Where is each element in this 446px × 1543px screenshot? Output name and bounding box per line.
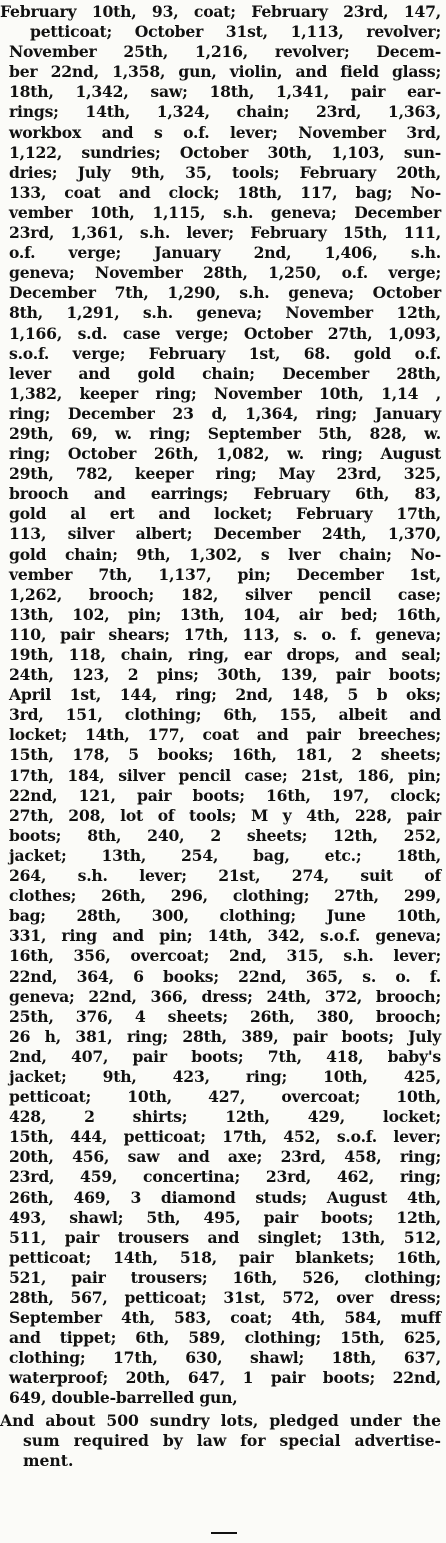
listing-line: November 25th, 1,216, revolver; Decem- — [9, 42, 441, 62]
listing-line: 1,382, keeper ring; November 10th, 1,14 , — [9, 383, 441, 403]
listing-line: locket; 14th, 177, coat and pair breeches; — [9, 725, 441, 745]
listing-line: 29th, 69, w. ring; September 5th, 828, w. — [9, 423, 441, 443]
listing-line: 25th, 376, 4 sheets; 26th, 380, brooch; — [9, 1006, 441, 1026]
listing-line: gold chain; 9th, 1,302, s lver chain; No- — [9, 544, 441, 564]
listing-line: 133, coat and clock; 18th, 117, bag; No- — [9, 182, 441, 202]
listing-line: petticoat; 14th, 518, pair blankets; 16th, — [9, 1247, 441, 1267]
listing-line: waterproof; 20th, 647, 1 pair boots; 22nd, — [9, 1368, 441, 1388]
listing-line: 1,166, s.d. case verge; October 27th, 1,093, — [9, 323, 441, 343]
listing-line: ber 22nd, 1,358, gun, violin, and field glass; — [9, 62, 441, 82]
listing-line: 331, ring and pin; 14th, 342, s.o.f. geneva; — [9, 926, 441, 946]
listing-line: 29th, 782, keeper ring; May 23rd, 325, — [9, 464, 441, 484]
listing-line: gold al ert and locket; February 17th, — [9, 504, 441, 524]
listing-line: workbox and s o.f. lever; November 3rd, — [9, 122, 441, 142]
listing-line: 22nd, 121, pair boots; 16th, 197, clock; — [9, 785, 441, 805]
listing-line: 13th, 102, pin; 13th, 104, air bed; 16th, — [9, 604, 441, 624]
listing-line: 23rd, 459, concertina; 23rd, 462, ring; — [9, 1167, 441, 1187]
listing-line: o.f. verge; January 2nd, 1,406, s.h. — [9, 243, 441, 263]
listing-line: December 7th, 1,290, s.h. geneva; October — [9, 283, 441, 303]
listing-line: 23rd, 1,361, s.h. lever; February 15th, 111, — [9, 223, 441, 243]
listing-line: 24th, 123, 2 pins; 30th, 139, pair boots; — [9, 665, 441, 685]
listing-line: February 10th, 93, coat; February 23rd, 147, — [0, 2, 441, 21]
listing-line: 113, silver albert; December 24th, 1,370, — [9, 524, 441, 544]
listing-line: 16th, 356, overcoat; 2nd, 315, s.h. lever; — [9, 946, 441, 966]
listing-line: vember 10th, 1,115, s.h. geneva; December — [9, 202, 441, 222]
listing-line: 3rd, 151, clothing; 6th, 155, albeit and — [9, 705, 441, 725]
listing-line: and tippet; 6th, 589, clothing; 15th, 625, — [9, 1328, 441, 1348]
listing-line: 27th, 208, lot of tools; M y 4th, 228, pair — [9, 805, 441, 825]
listing-line: 19th, 118, chain, ring, ear drops, and seal; — [9, 645, 441, 664]
listing-line: 264, s.h. lever; 21st, 274, suit of — [9, 866, 441, 886]
listing-line: 110, pair shears; 17th, 113, s. o. f. geneva; — [9, 624, 441, 644]
listing-line: 15th, 444, petticoat; 17th, 452, s.o.f. lever; — [9, 1127, 441, 1147]
listing-line: 18th, 1,342, saw; 18th, 1,341, pair ear- — [9, 82, 441, 102]
listing-line: clothes; 26th, 296, clothing; 27th, 299, — [9, 886, 441, 906]
listing-line: 511, pair trousers and singlet; 13th, 512, — [9, 1227, 441, 1247]
listing-line: vember 7th, 1,137, pin; December 1st, — [9, 564, 441, 584]
listing-line: dries; July 9th, 35, tools; February 20th, — [9, 162, 441, 182]
listing-line: jacket; 9th, 423, ring; 10th, 425, — [9, 1066, 441, 1086]
footer-line: ment. — [23, 1451, 74, 1471]
listing-line: 1,122, sundries; October 30th, 1,103, sun- — [9, 142, 441, 162]
listing-line: geneva; 22nd, 366, dress; 24th, 372, brooch; — [9, 986, 441, 1006]
listing-line: 493, shawl; 5th, 495, pair boots; 12th, — [9, 1207, 441, 1227]
listing-line: petticoat; 10th, 427, overcoat; 10th, — [9, 1087, 441, 1107]
pawned-items-listing — [0, 2, 441, 1409]
listing-line: boots; 8th, 240, 2 sheets; 12th, 252, — [9, 825, 441, 845]
listing-line: 1,262, brooch; 182, silver pencil case; — [9, 584, 441, 604]
listing-line: clothing; 17th, 630, shawl; 18th, 637, — [9, 1348, 441, 1368]
listing-line: bag; 28th, 300, clothing; June 10th, — [9, 906, 441, 926]
listing-line: 20th, 456, saw and axe; 23rd, 458, ring; — [9, 1147, 441, 1167]
column-end-rule — [211, 1532, 237, 1534]
listing-line: petticoat; October 31st, 1,113, revolver; — [30, 22, 441, 42]
listing-line: 521, pair trousers; 16th, 526, clothing; — [9, 1267, 441, 1287]
listing-line: 428, 2 shirts; 12th, 429, locket; — [9, 1107, 441, 1127]
listing-line: ring; October 26th, 1,082, w. ring; August — [9, 444, 441, 464]
listing-line: 26th, 469, 3 diamond studs; August 4th, — [9, 1187, 441, 1207]
listing-line: 649, double-barrelled gun, — [9, 1388, 238, 1408]
listing-line: 17th, 184, silver pencil case; 21st, 186, pin; — [9, 765, 441, 785]
listing-line: jacket; 13th, 254, bag, etc.; 18th, — [9, 845, 441, 865]
listing-line: ring; December 23 d, 1,364, ring; January — [9, 403, 441, 423]
listing-line: 2nd, 407, pair boots; 7th, 418, baby's — [9, 1046, 441, 1066]
listing-line: 8th, 1,291, s.h. geneva; November 12th, — [9, 303, 441, 323]
footer-line: sum required by law for special advertise- — [23, 1431, 441, 1451]
sundry-lots-note — [0, 1411, 441, 1471]
listing-line: geneva; November 28th, 1,250, o.f. verge; — [9, 263, 441, 283]
listing-line: brooch and earrings; February 6th, 83, — [9, 484, 441, 504]
footer-line: And about 500 sundry lots, pledged under the — [0, 1411, 441, 1430]
listing-line: September 4th, 583, coat; 4th, 584, muff — [9, 1308, 441, 1328]
listing-line: 28th, 567, petticoat; 31st, 572, over dress; — [9, 1288, 441, 1307]
listing-line: 26 h, 381, ring; 28th, 389, pair boots; July — [9, 1026, 441, 1046]
listing-line: rings; 14th, 1,324, chain; 23rd, 1,363, — [9, 102, 441, 122]
listing-line: lever and gold chain; December 28th, — [9, 363, 441, 383]
listing-line: April 1st, 144, ring; 2nd, 148, 5 b oks; — [9, 685, 441, 705]
listing-line: 22nd, 364, 6 books; 22nd, 365, s. o. f. — [9, 966, 441, 986]
listing-line: 15th, 178, 5 books; 16th, 181, 2 sheets; — [9, 745, 441, 765]
listing-line: s.o.f. verge; February 1st, 68. gold o.f. — [9, 343, 441, 363]
